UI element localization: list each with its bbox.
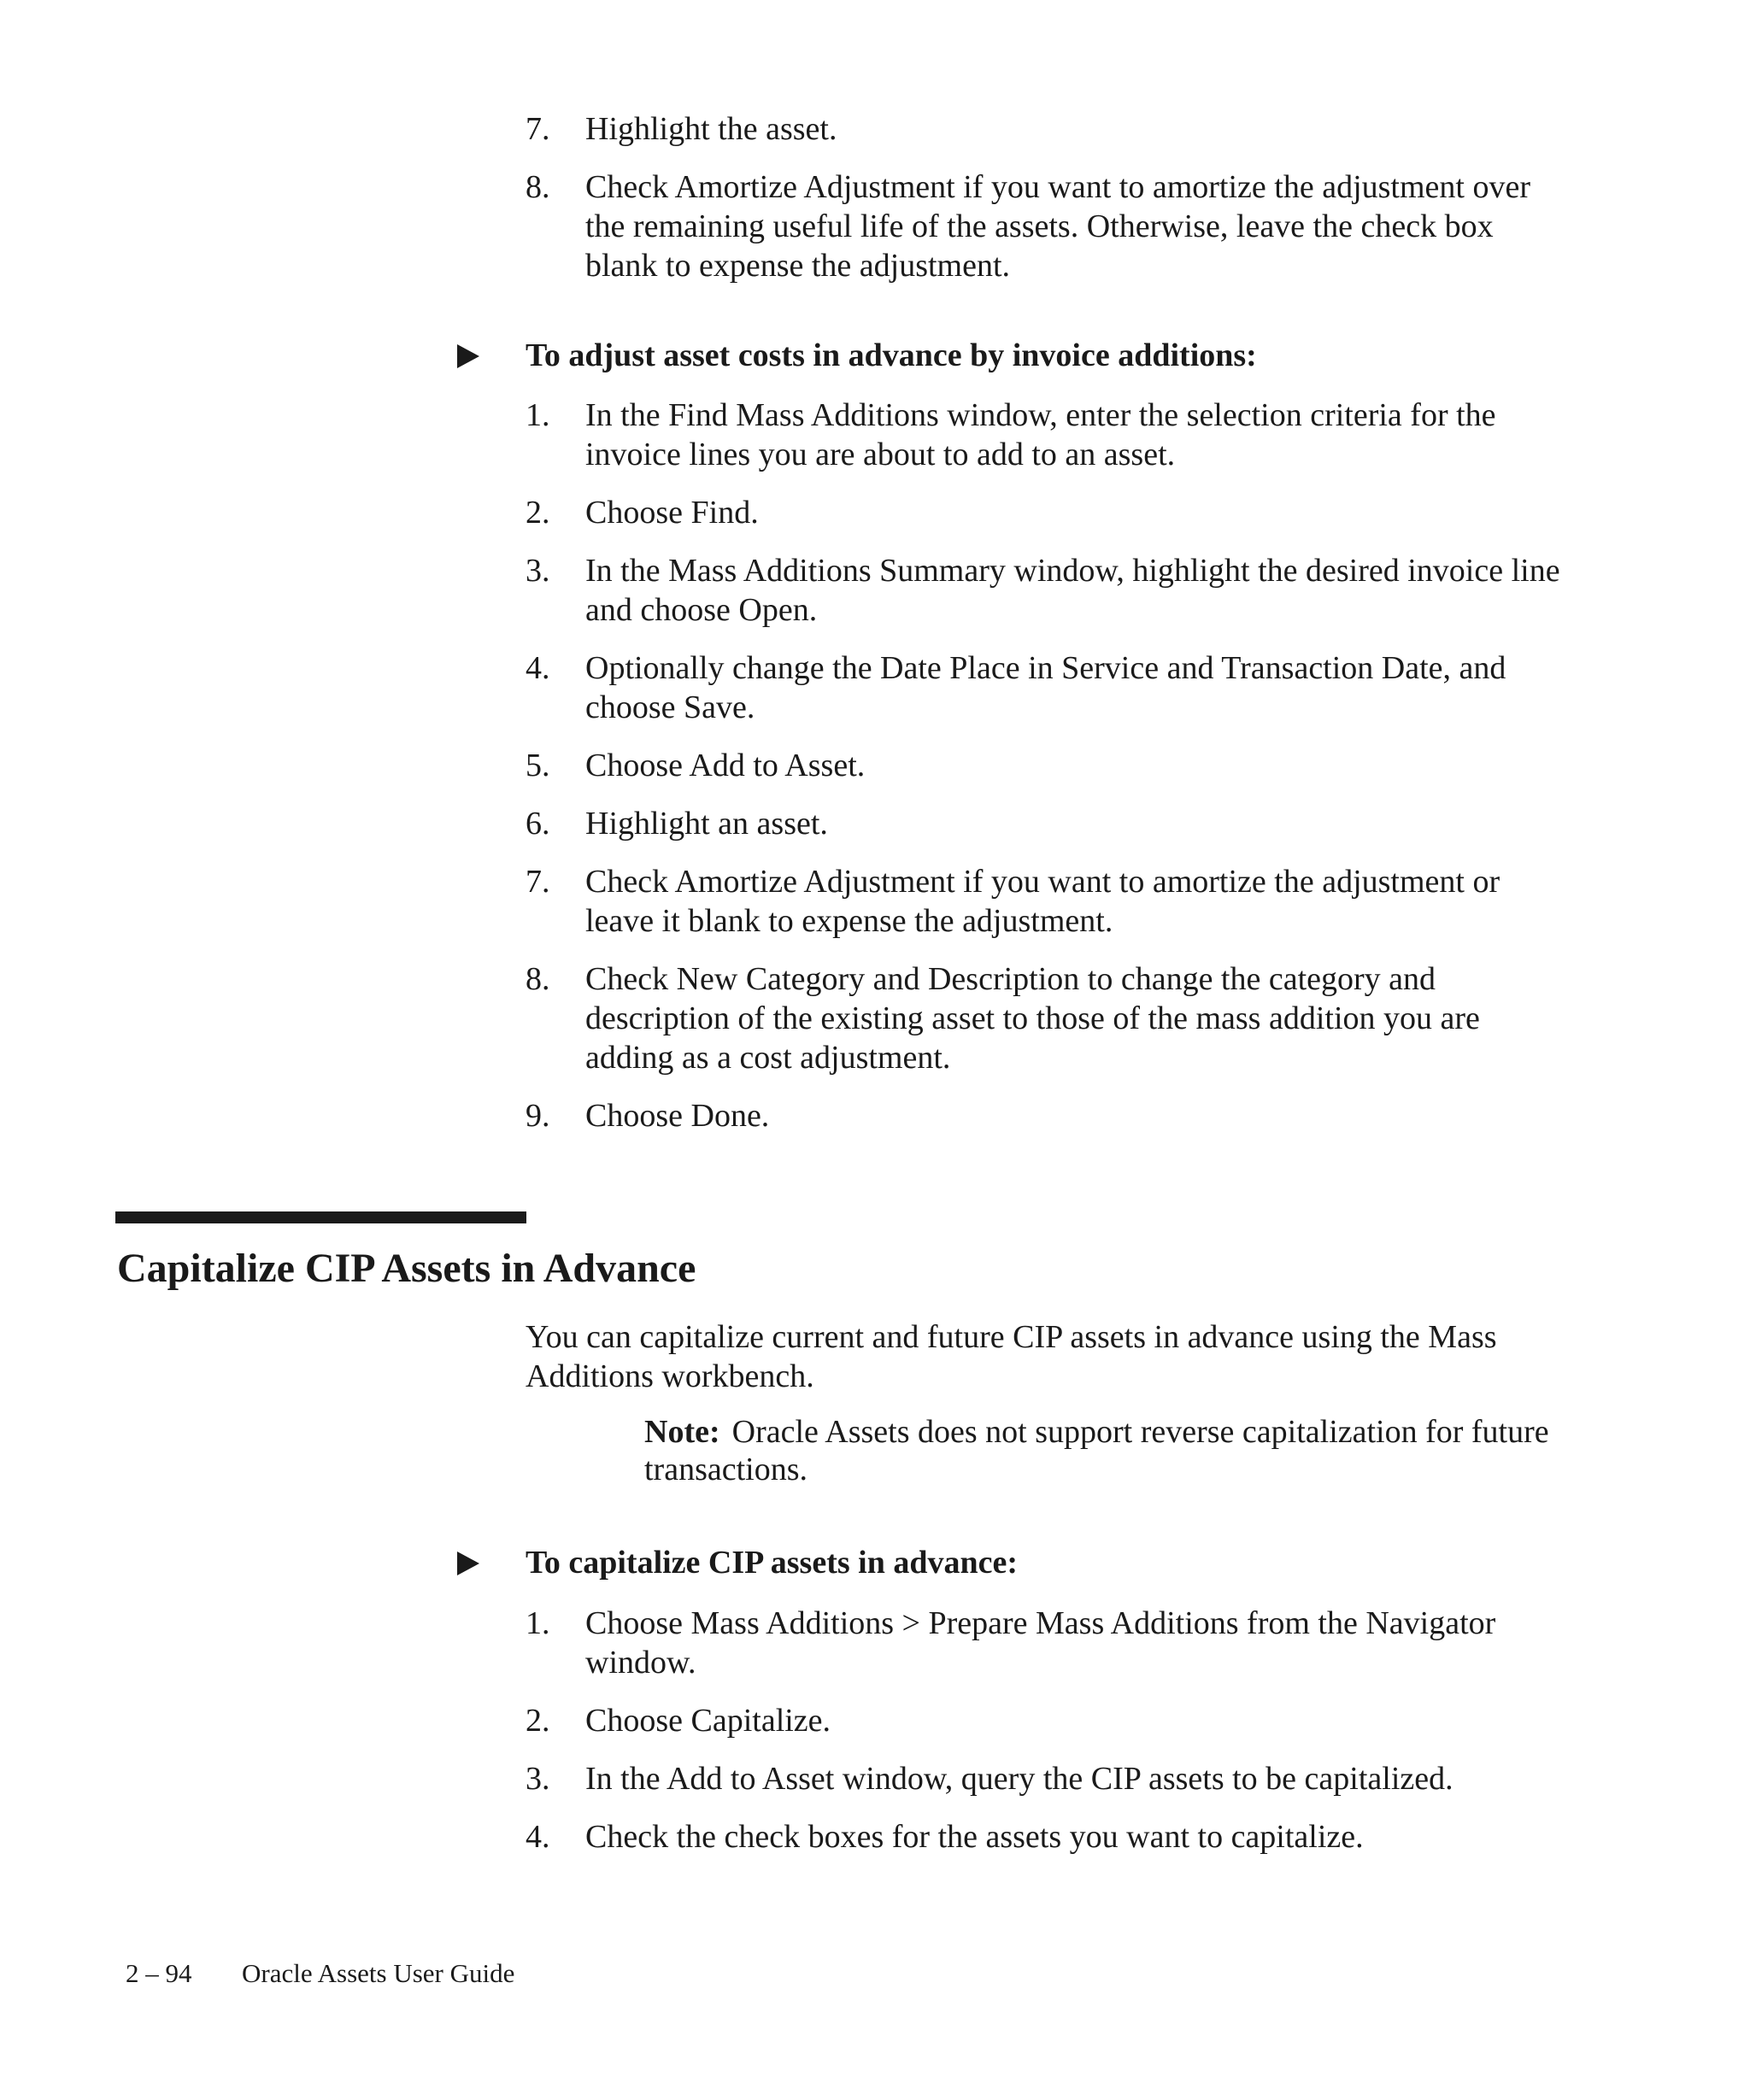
step-number: 8. — [526, 169, 550, 205]
section-title: Capitalize CIP Assets in Advance — [117, 1246, 696, 1291]
page-number: 2 – 94 — [126, 1958, 192, 1988]
step-number: 7. — [526, 864, 550, 900]
list-item — [0, 804, 1568, 843]
step-text: Check New Category and Description to change the category and description of the existing asset to those of the mass addition you are adding as a cost adjustment. — [585, 961, 1480, 1076]
step-text: Highlight an asset. — [585, 806, 828, 842]
step-number: 4. — [526, 1819, 550, 1855]
step-number: 2. — [526, 1703, 550, 1739]
section-intro: You can capitalize current and future CIP assets in advance using the Mass Additions workbench. — [526, 1319, 1497, 1394]
step-number: 3. — [526, 1761, 550, 1797]
procedure-arrow-icon — [457, 1552, 479, 1575]
list-item — [0, 746, 1568, 785]
list-item — [0, 1604, 1568, 1682]
step-number: 8. — [526, 961, 550, 997]
list-item — [0, 493, 1568, 532]
step-text: In the Mass Additions Summary window, highlight the desired invoice line and choose Open. — [585, 553, 1560, 628]
list-item — [0, 1759, 1568, 1798]
step-number: 7. — [526, 111, 550, 147]
procedure-heading: To adjust asset costs in advance by invoice additions: — [526, 337, 1257, 373]
step-number: 2. — [526, 495, 550, 531]
step-text: Choose Add to Asset. — [585, 748, 866, 783]
step-number: 9. — [526, 1098, 550, 1134]
step-text: Check Amortize Adjustment if you want to amortize the adjustment or leave it blank to expense the adjustment. — [585, 864, 1500, 939]
continued-step-list — [0, 109, 1568, 304]
step-text: Check the check boxes for the assets you want to capitalize. — [585, 1819, 1364, 1855]
step-text: Check Amortize Adjustment if you want to amortize the adjustment over the remaining useful life of the assets. Otherwise, leave the check box blank to expense the adjustment. — [585, 169, 1530, 284]
step-number: 5. — [526, 748, 550, 783]
step-text: Highlight the asset. — [585, 111, 837, 147]
step-text: Choose Mass Additions > Prepare Mass Additions from the Navigator window. — [585, 1605, 1496, 1681]
list-item — [0, 551, 1568, 630]
note-label: Note: — [644, 1414, 720, 1450]
step-text: Choose Done. — [585, 1098, 770, 1134]
procedure-step-list — [0, 396, 1568, 1154]
note-text: Oracle Assets does not support reverse capitalization for future transactions. — [644, 1414, 1549, 1487]
note-block — [644, 1413, 1584, 1488]
step-text: Choose Capitalize. — [585, 1703, 831, 1739]
list-item — [0, 109, 1568, 149]
list-item — [0, 1701, 1568, 1740]
list-item — [0, 396, 1568, 474]
procedure-step-list — [0, 1604, 1568, 1875]
book-title: Oracle Assets User Guide — [242, 1958, 515, 1988]
list-item — [0, 1817, 1568, 1857]
list-item — [0, 862, 1568, 941]
page-footer — [126, 1956, 514, 1991]
list-item — [0, 167, 1568, 285]
step-text: Choose Find. — [585, 495, 759, 531]
step-text: In the Add to Asset window, query the CIP assets to be capitalized. — [585, 1761, 1453, 1797]
step-number: 3. — [526, 553, 550, 589]
step-text: In the Find Mass Additions window, enter the selection criteria for the invoice lines you are about to add to an asset. — [585, 397, 1496, 472]
step-number: 1. — [526, 397, 550, 433]
step-number: 6. — [526, 806, 550, 842]
step-text: Optionally change the Date Place in Service and Transaction Date, and choose Save. — [585, 650, 1506, 725]
list-item — [0, 1096, 1568, 1135]
procedure-heading: To capitalize CIP assets in advance: — [526, 1545, 1018, 1581]
list-item — [0, 959, 1568, 1077]
list-item — [0, 648, 1568, 727]
procedure-arrow-icon — [457, 344, 479, 368]
step-number: 4. — [526, 650, 550, 686]
step-number: 1. — [526, 1605, 550, 1641]
section-divider — [115, 1211, 526, 1223]
